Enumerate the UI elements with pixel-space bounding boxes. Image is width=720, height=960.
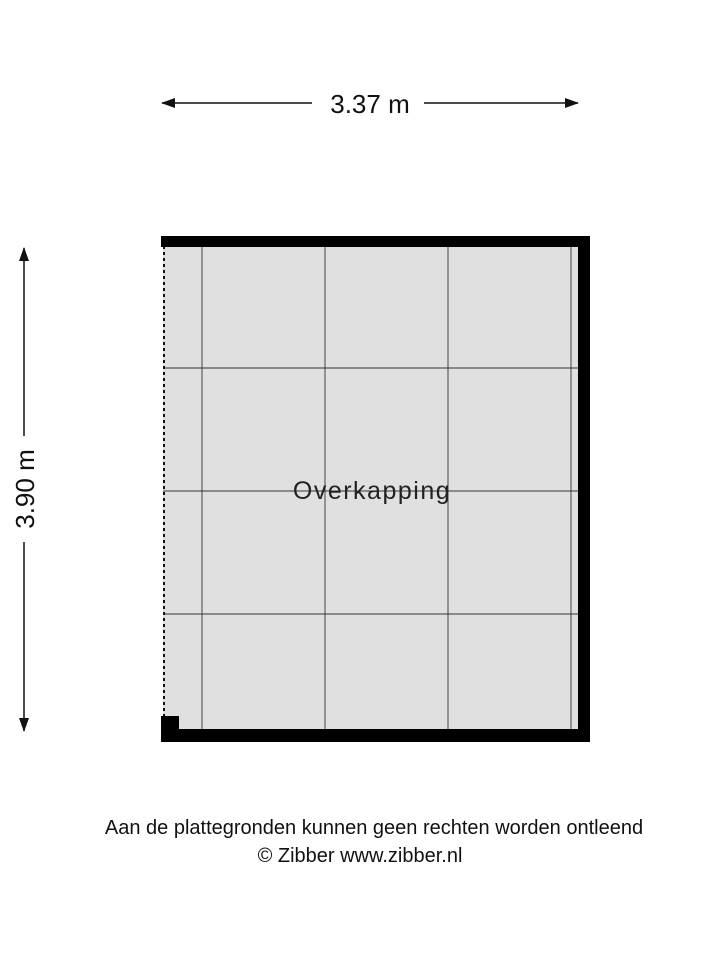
height-label: 3.90 m [10,449,40,529]
corner-post [161,716,179,742]
width-dimension [162,89,578,119]
wall-top [161,236,590,247]
room-overkapping [161,236,590,742]
height-dimension [10,248,40,731]
wall-bottom [161,729,590,742]
copyright-text: © Zibber www.zibber.nl [257,845,463,867]
wall-right [578,236,590,742]
width-label: 3.37 m [330,89,410,119]
room-label: Overkapping [292,477,452,505]
disclaimer-text: Aan de plattegronden kunnen geen rechten worden ontleend [104,817,644,839]
